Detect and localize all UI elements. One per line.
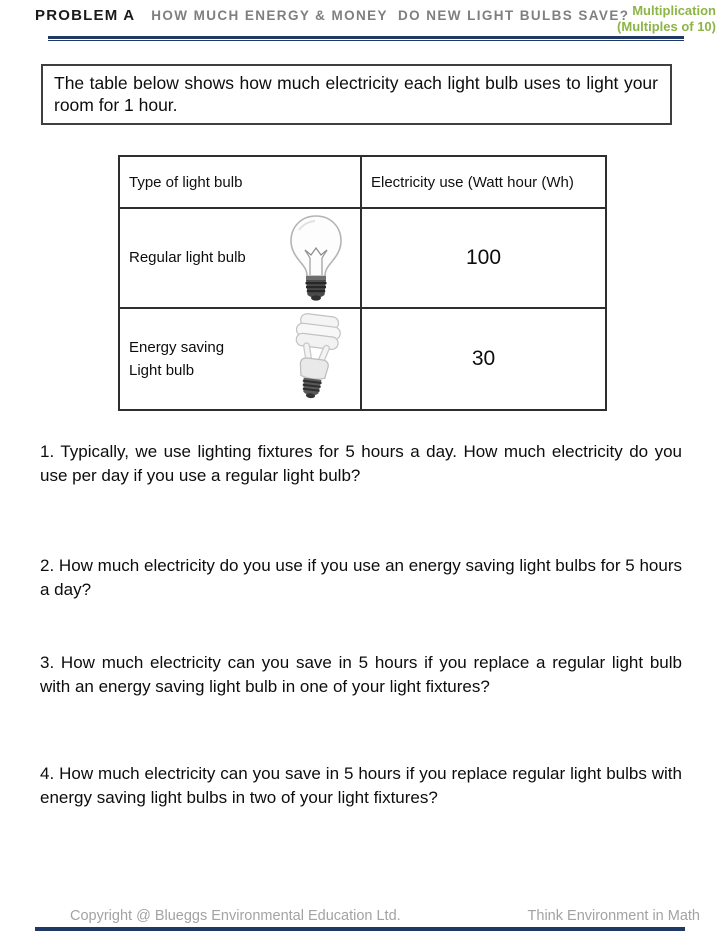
incandescent-bulb-image [285, 214, 347, 302]
regular-bulb-value: 100 [361, 208, 606, 308]
header [35, 7, 634, 24]
page-title: HOW MUCH ENERGY & MONEY DO NEW LIGHT BULBS SAVE? [151, 8, 630, 23]
column-header-type: Type of light bulb [119, 156, 361, 208]
energy-saving-bulb-cell [120, 309, 360, 409]
topic-tag [617, 3, 716, 36]
regular-bulb-label: Regular light bulb [129, 249, 246, 267]
intro-box [41, 64, 672, 125]
regular-bulb-cell [120, 209, 360, 307]
problem-label: PROBLEM A [35, 7, 136, 24]
footer-divider-rule [35, 927, 685, 931]
question-4: 4. How much electricity can you save in 5 hours if you replace regular light bulbs with energy saving light bulbs in two of your light fixtures? [40, 764, 682, 807]
question-1: 1. Typically, we use lighting fixtures for 5 hours a day. How much electricity do you use per day if you use a regular light bulb? [40, 442, 682, 485]
footer-tagline: Think Environment in Math [527, 908, 700, 924]
table-row [119, 208, 606, 308]
question-2: 2. How much electricity do you use if you use an energy saving light bulbs for 5 hours a day? [40, 556, 682, 599]
topic-line1: Multiplication [632, 3, 716, 18]
table-row [119, 308, 606, 410]
intro-text: The table below shows how much electricity each light bulb uses to light your room for 1 hour. [54, 73, 658, 115]
header-divider-rule [48, 36, 684, 41]
bulb-table [118, 155, 607, 411]
table-header-row [119, 156, 606, 208]
footer [70, 908, 700, 924]
energy-saving-bulb-label: Energy saving Light bulb [129, 338, 225, 379]
column-header-electricity: Electricity use (Watt hour (Wh) [361, 156, 606, 208]
energy-saving-bulb-value: 30 [361, 308, 606, 410]
topic-line2: (Multiples of 10) [617, 19, 716, 35]
cfl-bulb-image [283, 313, 347, 405]
question-3: 3. How much electricity can you save in 5 hours if you replace a regular light bulb with an energy saving light bulb in one of your light fixtures? [40, 653, 682, 696]
footer-copyright: Copyright @ Blueggs Environmental Education Ltd. [70, 908, 401, 924]
